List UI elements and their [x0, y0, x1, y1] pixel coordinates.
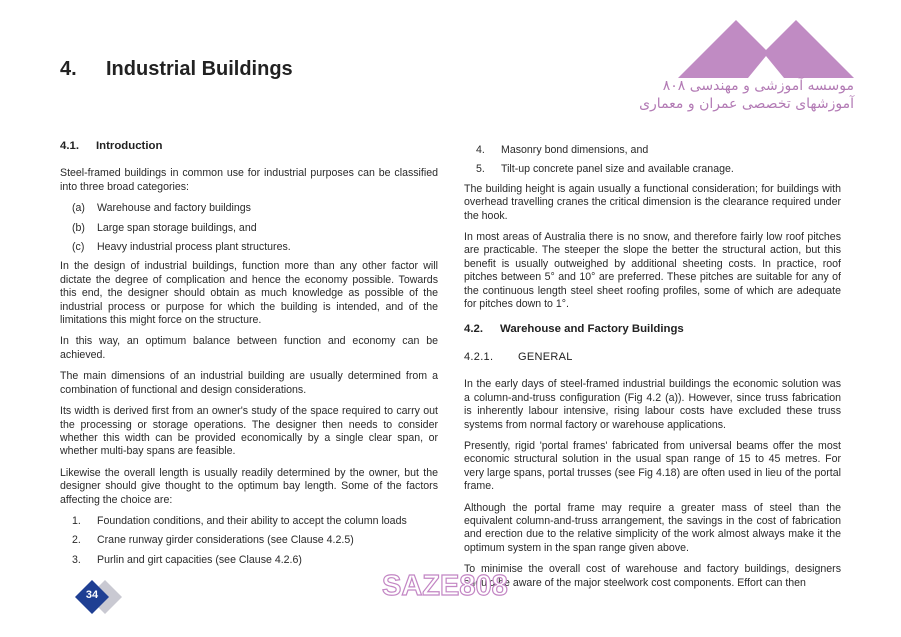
section-title: Introduction [96, 140, 163, 152]
category-list [60, 202, 438, 254]
list-marker: 5. [476, 163, 485, 176]
list-marker: 3. [72, 553, 81, 566]
paragraph: In most areas of Australia there is no snow, and therefore fairly low roof pitches are practicable. The steeper the slope the better the structural action, but this benefit is usually outweighed by additional sheeting costs. In practice, roof pitches between 5° and 10° are preferred. These pitches are suitable for any of the continuous length steel sheet roofing profiles, some of which are adequate for pitches down to 1°. [464, 231, 841, 311]
logo-line-2: آموزشهای تخصصی عمران و معماری [639, 96, 854, 112]
list-marker: 4. [476, 144, 485, 156]
page-number-badge [74, 580, 124, 614]
subsection-heading-4-2-1 [464, 351, 841, 364]
list-item-text: Warehouse and factory buildings [97, 202, 251, 215]
list-item-text: Crane runway girder considerations (see Clause 4.2.5) [97, 534, 354, 547]
paragraph: In the early days of steel-framed industrial buildings the economic solution was a column-and-truss configuration (Fig 4.2 (a)). However, since truss fabrication is inherently labour intensive, rising labour costs have excluded these truss systems from normal factory or warehouse applications. [464, 378, 841, 431]
list-marker: (b) [72, 221, 85, 234]
chapter-title-text: Industrial Buildings [106, 58, 293, 80]
logo-line-1: موسسه آموزشی و مهندسی ۸۰۸ [662, 78, 854, 94]
publisher-logo [639, 14, 858, 114]
factor-list-continued [464, 144, 841, 177]
paragraph: The main dimensions of an industrial building are usually determined from a combination of functional and design considerations. [60, 370, 438, 396]
paragraph: Although the portal frame may require a greater mass of steel than the equivalent column-and-truss arrangement, the savings in the cost of fabrication and erection due to the relative simplicity of the work almost always make it the optimum system in the span range given above. [464, 501, 841, 554]
list-item-text: Heavy industrial process plant structures. [97, 241, 291, 254]
list-marker: (a) [72, 202, 85, 215]
chapter-number: 4. [60, 58, 77, 80]
list-marker: (c) [72, 241, 85, 254]
chapter-title [60, 58, 293, 81]
list-marker: 1. [72, 514, 81, 527]
paragraph: In this way, an optimum balance between function and economy can be achieved. [60, 335, 438, 361]
list-marker: 2. [72, 534, 81, 547]
subsection-number: 4.2.1. [464, 350, 494, 363]
section-heading-4-1 [60, 140, 438, 153]
section-number: 4.2. [464, 323, 483, 336]
list-item-text: Large span storage buildings, and [97, 221, 257, 234]
list-item [60, 515, 438, 528]
paragraph: To minimise the overall cost of warehouse and factory buildings, designers should be aware of the major steelwork cost components. Effort can then [464, 563, 841, 589]
logo-mountain-icon [678, 14, 854, 78]
paragraph: Steel-framed buildings in common use for industrial purposes can be classified into three broad categories: [60, 167, 438, 193]
list-item-text: Foundation conditions, and their ability to accept the column loads [97, 514, 407, 527]
factor-list [60, 515, 438, 567]
list-item [464, 163, 841, 176]
paragraph: Likewise the overall length is usually readily determined by the owner, but the designer should give thought to the optimum bay length. Some of the factors affecting the choice are: [60, 466, 438, 506]
left-column [60, 140, 438, 573]
list-item-text: Masonry bond dimensions, and [501, 144, 649, 156]
list-item [60, 241, 438, 254]
subsection-title: GENERAL [518, 350, 573, 363]
list-item-text: Tilt-up concrete panel size and available cranage. [501, 163, 734, 176]
paragraph: The building height is again usually a functional consideration; for buildings with overhead travelling cranes the critical dimension is the clearance required under the hook. [464, 182, 841, 222]
watermark-text: SAZE808 [382, 570, 508, 602]
paragraph: In the design of industrial buildings, function more than any other factor will dictate the degree of complication and hence the economy possible. Towards this end, the designer should obtain as much knowledge as possible of the industrial process or purpose for which the building is intended, and of the limitations this might force on the structure. [60, 260, 438, 327]
list-item [60, 534, 438, 547]
section-number: 4.1. [60, 140, 79, 152]
list-item [464, 144, 841, 157]
list-item [60, 554, 438, 567]
list-item [60, 222, 438, 235]
section-title: Warehouse and Factory Buildings [500, 323, 684, 336]
page-number: 34 [85, 589, 99, 601]
paragraph: Presently, rigid 'portal frames' fabricated from universal beams offer the most economic structural solution in the usual span range of 15 to 45 metres. For very large spans, portal trusses (see Fig 4.18) are often used in lieu of the portal frame. [464, 439, 841, 493]
section-heading-4-2 [464, 323, 841, 336]
list-item-text: Purlin and girt capacities (see Clause 4.2.6) [97, 553, 302, 566]
list-item [60, 202, 438, 215]
right-column [464, 144, 841, 598]
paragraph: Its width is derived first from an owner's study of the space required to carry out the processing or storage operations. The designer then needs to consider whether this width can be provided economically by a single clear span, or whether multi-bay spans are feasible. [60, 405, 438, 458]
